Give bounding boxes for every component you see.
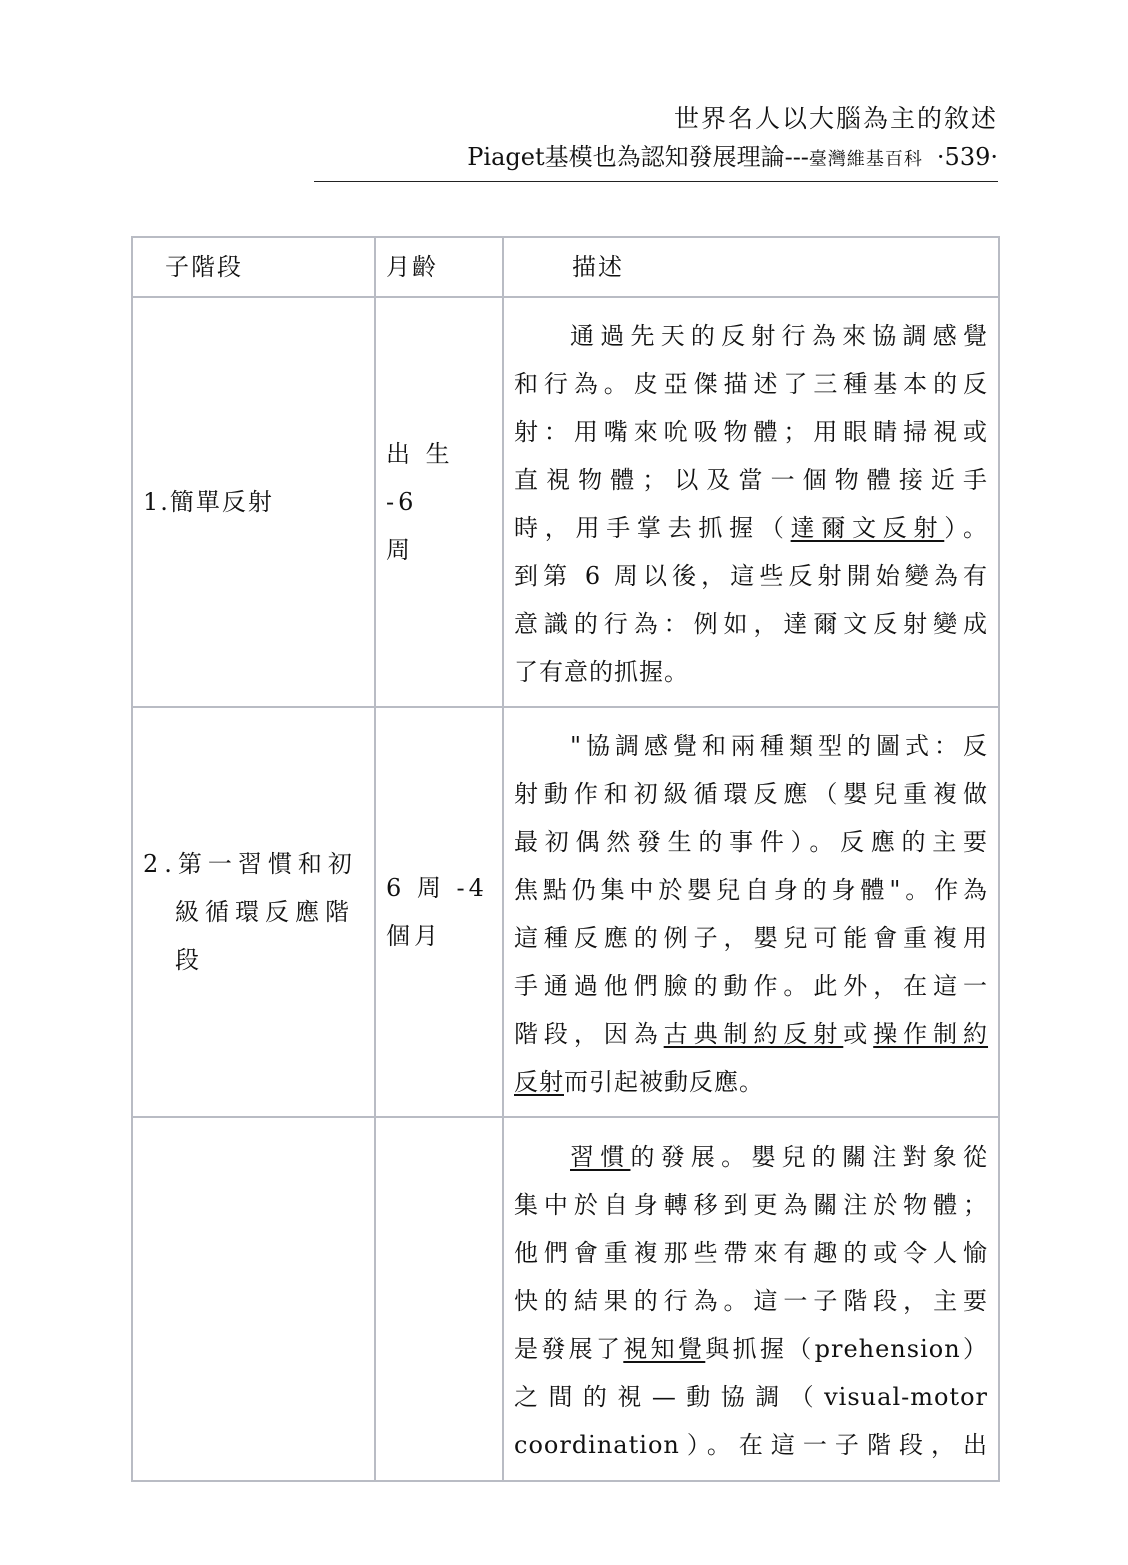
table-header-row [132, 237, 999, 297]
age-line: 出 生 -6 [386, 440, 454, 516]
desc-line [514, 1325, 988, 1373]
header-description: 描述 [503, 237, 999, 297]
desc-line: 之間的視—動協調（visual-motor [514, 1383, 988, 1411]
desc-line: 通過先天的反射行為來協調感覺 [570, 322, 988, 350]
desc-text: 時，用手掌去抓握（ [514, 514, 791, 542]
header-subtitle-source: 臺灣維基百科 [808, 149, 923, 170]
header-subtitle [314, 138, 998, 182]
desc-line [514, 1010, 988, 1058]
desc-text: 而引起被動反應。 [564, 1068, 764, 1096]
desc-line [514, 1133, 988, 1181]
header-title: 世界名人以大腦為主的敘述 [673, 104, 998, 133]
desc-line [514, 1058, 988, 1106]
header-stage: 子階段 [132, 237, 375, 297]
stage-cell [132, 707, 375, 1117]
visual-perception-link[interactable]: 視知覺 [623, 1335, 706, 1363]
table-row [132, 1117, 999, 1481]
operant-conditioning-link-cont[interactable]: 反射 [514, 1068, 564, 1096]
description-cell [503, 707, 999, 1117]
desc-line: 這種反應的例子，嬰兒可能會重複用 [514, 924, 988, 952]
stage-line: 級循環反應階 [175, 898, 355, 926]
desc-line: 他們會重複那些帶來有趣的或令人愉 [514, 1239, 988, 1267]
stage-cell: 1.簡單反射 [132, 297, 375, 707]
desc-text: 或 [843, 1020, 874, 1048]
age-cell [375, 297, 503, 707]
stages-table [131, 236, 1000, 1482]
table-row [132, 707, 999, 1117]
age-cell [375, 1117, 503, 1481]
header-subtitle-main: Piaget基模也為認知發展理論--- [467, 143, 809, 171]
page-header [314, 100, 998, 182]
stage-cell [132, 1117, 375, 1481]
desc-line: "協調感覺和兩種類型的圖式：反 [570, 732, 988, 760]
habit-link[interactable]: 習慣 [570, 1143, 631, 1171]
desc-line: 意識的行為：例如，達爾文反射變成 [514, 610, 988, 638]
desc-line [514, 504, 988, 552]
header-age: 月齡 [375, 237, 503, 297]
desc-line: 了有意的抓握。 [514, 658, 689, 686]
description-cell [503, 297, 999, 707]
desc-line: 射：用嘴來吮吸物體；用眼睛掃視或 [514, 418, 988, 446]
desc-line: 到第 6 周以後，這些反射開始變為有 [514, 562, 988, 590]
desc-text: 的發展。嬰兒的關注對象從 [630, 1143, 989, 1171]
stage-line: 段 [175, 946, 201, 974]
age-line: 周 [386, 536, 414, 564]
description-cell [503, 1117, 999, 1481]
desc-text: ）。 [944, 514, 989, 542]
desc-text: 與抓握（prehension） [705, 1335, 988, 1363]
desc-text: 階段，因為 [514, 1020, 664, 1048]
page-number: ·539· [936, 143, 998, 171]
desc-line: 射動作和初級循環反應（嬰兒重複做 [514, 780, 988, 808]
classical-conditioning-link[interactable]: 古典制約反射 [663, 1020, 844, 1048]
desc-line: coordination）。在這一子階段，出 [514, 1431, 988, 1459]
desc-line: 和行為。皮亞傑描述了三種基本的反 [514, 370, 988, 398]
table-row [132, 297, 999, 707]
desc-text: 是發展了 [514, 1335, 624, 1363]
darwin-reflex-link[interactable]: 達爾文反射 [790, 514, 945, 542]
desc-line: 快的結果的行為。這一子階段，主要 [514, 1287, 988, 1315]
age-cell [375, 707, 503, 1117]
age-line: 6 周 -4 [386, 874, 488, 902]
stage-line: 2.第一習慣和初 [143, 850, 358, 878]
desc-line: 集中於自身轉移到更為關注於物體； [514, 1191, 988, 1219]
desc-line: 手通過他們臉的動作。此外，在這一 [514, 972, 988, 1000]
desc-line: 直視物體；以及當一個物體接近手 [514, 466, 988, 494]
age-line: 個月 [386, 922, 442, 950]
desc-line: 最初偶然發生的事件）。反應的主要 [514, 828, 988, 856]
operant-conditioning-link[interactable]: 操作制約 [873, 1020, 989, 1048]
desc-line: 焦點仍集中於嬰兒自身的身體"。作為 [514, 876, 988, 904]
